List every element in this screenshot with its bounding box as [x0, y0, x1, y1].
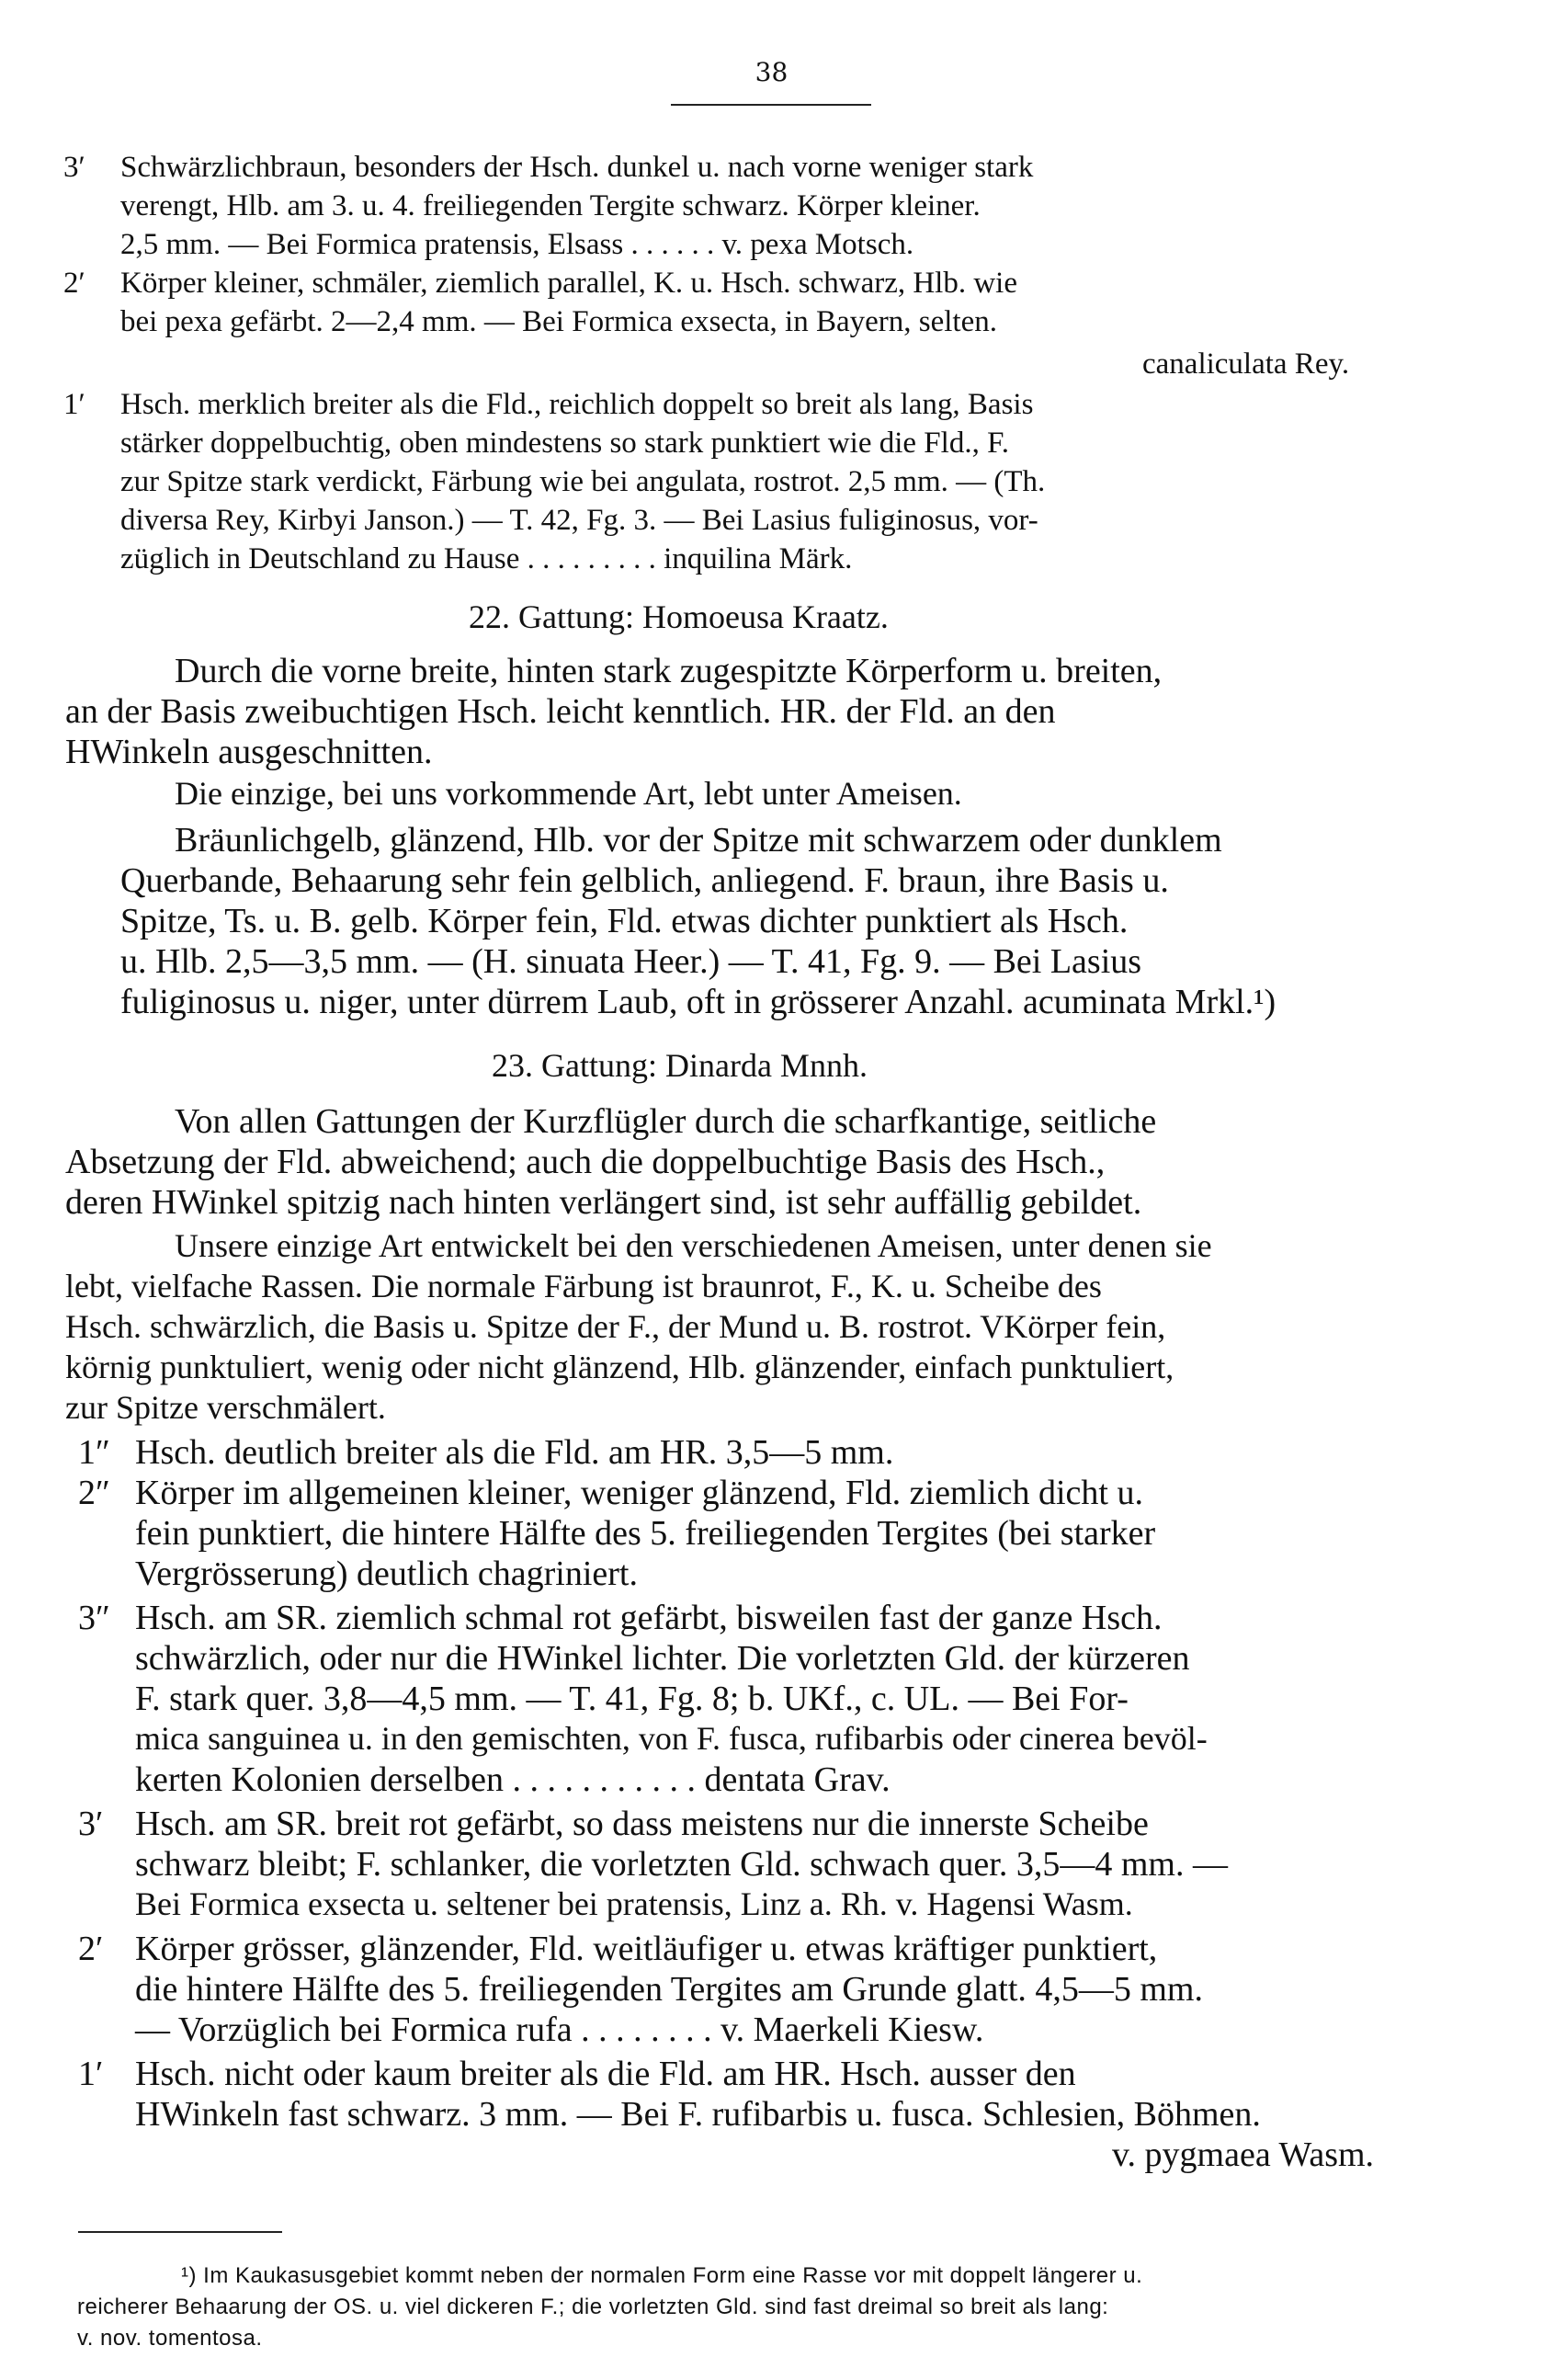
text-line: züglich in Deutschland zu Hause . . . . . . . . . inquilina Märk. — [120, 542, 853, 575]
text-line: verengt, Hlb. am 3. u. 4. freiliegenden Tergite schwarz. Körper kleiner. — [120, 189, 981, 222]
text-line: Absetzung der Fld. abweichend; auch die doppelbuchtige Basis des Hsch., — [65, 1143, 1106, 1181]
text-line: schwarz bleibt; F. schlanker, die vorletzten Gld. schwach quer. 3,5—4 mm. — — [135, 1845, 1228, 1884]
text-line: Bei Formica exsecta u. seltener bei pratensis, Linz a. Rh. v. Hagensi Wasm. — [135, 1885, 1133, 1922]
text-line: Querbande, Behaarung sehr fein gelblich, anliegend. F. braun, ihre Basis u. — [120, 861, 1169, 900]
text-line: canaliculata Rey. — [1142, 347, 1350, 381]
text-line: Die einzige, bei uns vorkommende Art, lebt unter Ameisen. — [175, 775, 962, 812]
text-line: mica sanguinea u. in den gemischten, von F. fusca, rufibarbis oder cinerea bevöl- — [135, 1720, 1208, 1757]
text-line: Hsch. am SR. breit rot gefärbt, so dass meistens nur die innerste Scheibe — [135, 1805, 1149, 1843]
key-number: 2′ — [63, 267, 85, 300]
key-number: 2″ — [78, 1474, 110, 1512]
text-line: deren HWinkel spitzig nach hinten verlängert sind, ist sehr auffällig gebildet. — [65, 1183, 1142, 1222]
text-line: schwärzlich, oder nur die HWinkel lichter. Die vorletzten Gld. der kürzeren — [135, 1639, 1190, 1678]
footnote-line: v. nov. tomentosa. — [77, 2326, 263, 2351]
text-line: kerten Kolonien derselben . . . . . . . . . . . dentata Grav. — [135, 1760, 891, 1799]
text-line: Hsch. nicht oder kaum breiter als die Fld. am HR. Hsch. ausser den — [135, 2055, 1076, 2093]
text-line: Bräunlichgelb, glänzend, Hlb. vor der Spitze mit schwarzem oder dunklem — [175, 821, 1222, 860]
text-line: F. stark quer. 3,8—4,5 mm. — T. 41, Fg. 8; b. UKf., c. UL. — Bei For- — [135, 1680, 1129, 1718]
text-line: lebt, vielfache Rassen. Die normale Färbung ist braunrot, F., K. u. Scheibe des — [65, 1268, 1102, 1304]
key-number: 1′ — [63, 388, 85, 421]
text-line: bei pexa gefärbt. 2—2,4 mm. — Bei Formica exsecta, in Bayern, selten. — [120, 305, 997, 338]
footnote-line: ¹) Im Kaukasusgebiet kommt neben der normalen Form eine Rasse vor mit doppelt längerer u. — [181, 2263, 1143, 2288]
footnote-line: reicherer Behaarung der OS. u. viel dickeren F.; die vorletzten Gld. sind fast dreimal so breit als lang: — [77, 2295, 1109, 2319]
text-line: Hsch. merklich breiter als die Fld., reichlich doppelt so breit als lang, Basis — [120, 388, 1034, 421]
text-line: zur Spitze stark verdickt, Färbung wie bei angulata, rostrot. 2,5 mm. — (Th. — [120, 465, 1046, 498]
text-line: 22. Gattung: Homoeusa Kraatz. — [469, 598, 889, 635]
text-line: fein punktiert, die hintere Hälfte des 5. freiliegenden Tergites (bei starker — [135, 1514, 1156, 1553]
key-number: 3′ — [78, 1805, 104, 1843]
footnote-rule — [78, 2231, 282, 2233]
key-number: 2′ — [78, 1930, 104, 1968]
text-line: Hsch. schwärzlich, die Basis u. Spitze der F., der Mund u. B. rostrot. VKörper fein, — [65, 1308, 1166, 1345]
key-number: 1′ — [78, 2055, 104, 2093]
text-line: Vergrösserung) deutlich chagriniert. — [135, 1554, 638, 1593]
text-line: Körper kleiner, schmäler, ziemlich parallel, K. u. Hsch. schwarz, Hlb. wie — [120, 267, 1017, 300]
text-line: an der Basis zweibuchtigen Hsch. leicht kenntlich. HR. der Fld. an den — [65, 692, 1056, 731]
key-number: 3′ — [63, 151, 85, 184]
text-line: Durch die vorne breite, hinten stark zugespitzte Körperform u. breiten, — [175, 652, 1163, 690]
text-line: u. Hlb. 2,5—3,5 mm. — (H. sinuata Heer.) — T. 41, Fg. 9. — Bei Lasius — [120, 942, 1142, 981]
text-line: fuliginosus u. niger, unter dürrem Laub, oft in grösserer Anzahl. acuminata Mrkl.¹) — [120, 983, 1276, 1021]
header-rule — [671, 104, 871, 106]
text-line: Hsch. deutlich breiter als die Fld. am HR. 3,5—5 mm. — [135, 1433, 894, 1472]
text-line: zur Spitze verschmälert. — [65, 1389, 386, 1426]
text-line: Körper grösser, glänzender, Fld. weitläufiger u. etwas kräftiger punktiert, — [135, 1930, 1158, 1968]
text-line: Von allen Gattungen der Kurzflügler durch die scharfkantige, seitliche — [175, 1102, 1157, 1141]
text-line: diversa Rey, Kirbyi Janson.) — T. 42, Fg. 3. — Bei Lasius fuliginosus, vor- — [120, 504, 1038, 537]
text-line: Unsere einzige Art entwickelt bei den verschiedenen Ameisen, unter denen sie — [175, 1227, 1212, 1264]
text-line: 23. Gattung: Dinarda Mnnh. — [492, 1047, 868, 1084]
text-line: stärker doppelbuchtig, oben mindestens so stark punktiert wie die Fld., F. — [120, 427, 1010, 460]
text-line: die hintere Hälfte des 5. freiliegenden Tergites am Grunde glatt. 4,5—5 mm. — [135, 1970, 1203, 2009]
text-line: HWinkeln fast schwarz. 3 mm. — Bei F. rufibarbis u. fusca. Schlesien, Böhmen. — [135, 2095, 1261, 2134]
page-number: 38 — [754, 57, 789, 87]
text-line: Körper im allgemeinen kleiner, weniger glänzend, Fld. ziemlich dicht u. — [135, 1474, 1143, 1512]
text-line: 2,5 mm. — Bei Formica pratensis, Elsass . . . . . . v. pexa Motsch. — [120, 228, 914, 261]
key-number: 3″ — [78, 1599, 110, 1637]
text-line: Hsch. am SR. ziemlich schmal rot gefärbt, bisweilen fast der ganze Hsch. — [135, 1599, 1163, 1637]
text-line: HWinkeln ausgeschnitten. — [65, 733, 433, 771]
text-line: körnig punktuliert, wenig oder nicht glänzend, Hlb. glänzender, einfach punktuliert, — [65, 1349, 1174, 1385]
text-line: Spitze, Ts. u. B. gelb. Körper fein, Fld. etwas dichter punktiert als Hsch. — [120, 902, 1129, 940]
text-line: v. pygmaea Wasm. — [1112, 2135, 1375, 2174]
text-line: — Vorzüglich bei Formica rufa . . . . . . . . v. Maerkeli Kiesw. — [135, 2010, 984, 2049]
key-number: 1″ — [78, 1433, 110, 1472]
text-line: Schwärzlichbraun, besonders der Hsch. dunkel u. nach vorne weniger stark — [120, 151, 1034, 184]
